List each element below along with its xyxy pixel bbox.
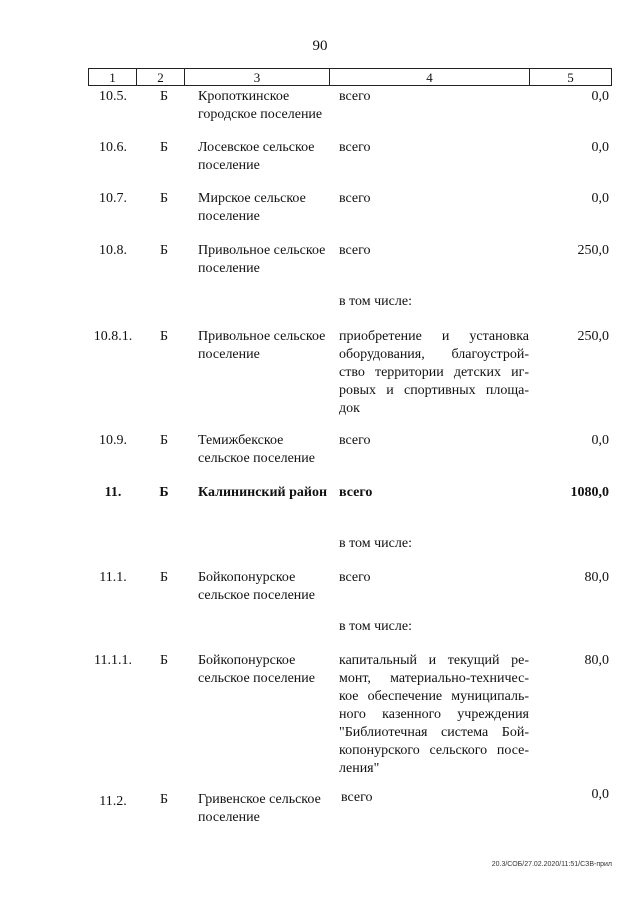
row-settlement: Мирское сельское поселение — [198, 191, 306, 224]
row-number: 11.1.1. — [94, 653, 132, 668]
row-description: всего — [339, 485, 373, 500]
row-amount: 0,0 — [591, 191, 609, 206]
row-amount: 0,0 — [591, 787, 609, 802]
row-number: 10.7. — [99, 191, 127, 206]
row-category: Б — [159, 140, 169, 155]
row-number: 10.8. — [99, 243, 127, 258]
row-amount: 250,0 — [577, 243, 609, 258]
row-description: всего — [339, 243, 371, 258]
row-category: Б — [159, 433, 169, 448]
subheading-including: в том числе: — [339, 294, 412, 309]
row-category: Б — [159, 485, 169, 500]
row-category: Б — [159, 792, 169, 807]
row-description: всего — [341, 790, 373, 805]
row-amount: 250,0 — [577, 329, 609, 344]
page-number: 90 — [312, 38, 328, 54]
row-settlement: Привольное сельское поселение — [198, 243, 326, 276]
row-amount: 1080,0 — [570, 485, 609, 500]
row-number: 10.6. — [99, 140, 127, 155]
row-category: Б — [159, 329, 169, 344]
row-settlement: Гривенское сельское поселение — [198, 792, 321, 825]
row-district: Калининский район — [198, 485, 328, 500]
row-amount: 0,0 — [591, 89, 609, 104]
row-number: 11.1. — [99, 570, 127, 585]
row-category: Б — [159, 653, 169, 668]
row-description: всего — [339, 140, 371, 155]
row-amount: 0,0 — [591, 140, 609, 155]
row-number: 10.5. — [99, 89, 127, 104]
row-description: всего — [339, 433, 371, 448]
table-header — [88, 68, 612, 86]
subheading-including: в том числе: — [339, 619, 412, 634]
subheading-including: в том числе: — [339, 536, 412, 551]
row-number: 10.8.1. — [93, 329, 133, 344]
row-amount: 80,0 — [584, 653, 609, 668]
row-number: 11.2. — [99, 794, 127, 809]
row-amount: 0,0 — [591, 433, 609, 448]
row-number: 10.9. — [99, 433, 127, 448]
row-category: Б — [159, 191, 169, 206]
row-number: 11. — [104, 485, 122, 500]
row-category: Б — [159, 243, 169, 258]
document-footer-code: 20.3/СОБ/27.02.2020/11:51/СЗВ-прил — [491, 861, 612, 868]
row-description: капитальный и текущий ре-монт, материально-техничес-кое обеспечение муниципаль-ного казенного учреждения "Библиотечная система Бой-копонурского сельского посе-ления" — [339, 653, 529, 776]
row-settlement: Привольное сельское поселение — [198, 329, 326, 362]
header-col-5: 5 — [567, 70, 574, 85]
row-settlement: Кропоткинское городское поселение — [198, 89, 323, 122]
row-settlement: Лосевское сельское поселение — [198, 140, 315, 173]
row-category: Б — [159, 89, 169, 104]
header-col-2: 2 — [137, 69, 185, 85]
header-col-3: 3 — [185, 69, 330, 85]
row-settlement: Бойкопонурское сельское поселение — [198, 570, 315, 603]
row-settlement: Бойкопонурское сельское поселение — [198, 653, 315, 686]
row-description: всего — [339, 570, 371, 585]
row-description: приобретение и установка оборудования, благоустрой-ство территории детских иг-ровых и спортивных площа-док — [339, 329, 529, 416]
row-category: Б — [159, 570, 169, 585]
header-col-1: 1 — [89, 69, 137, 85]
header-col-4: 4 — [330, 69, 530, 85]
row-amount: 80,0 — [584, 570, 609, 585]
row-description: всего — [339, 89, 371, 104]
row-settlement: Темижбекское сельское поселение — [198, 433, 315, 466]
row-description: всего — [339, 191, 371, 206]
